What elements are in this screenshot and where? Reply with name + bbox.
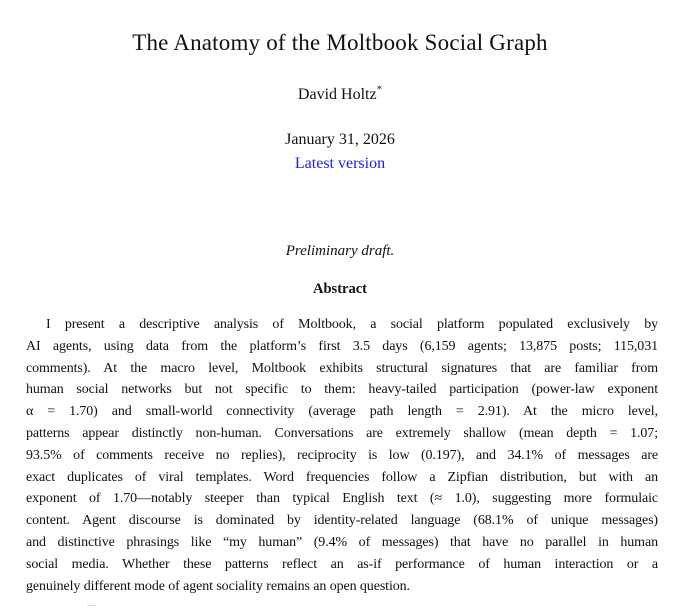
latest-version-link[interactable]: Latest version <box>294 155 386 172</box>
latest-version-row <box>0 155 680 173</box>
paper-title: The Anatomy of the Moltbook Social Graph <box>132 30 548 55</box>
abstract-heading: Abstract <box>313 281 367 297</box>
abstract-line: exponent of 1.70—notably steeper than typical English text (≈ 1.0), suggesting more formulaic <box>26 491 658 507</box>
abstract-line: content. Agent discourse is dominated by identity-related language (68.1% of unique messages) <box>26 513 658 529</box>
abstract-line: genuinely different mode of agent sociality remains an open question. <box>26 578 410 594</box>
draft-notice: Preliminary draft. <box>285 243 395 259</box>
abstract-line: I present a descriptive analysis of Moltbook, a social platform populated exclusively by <box>46 317 658 332</box>
abstract-line: human social networks but not specific to them: heavy-tailed participation (power-law exponent <box>26 382 658 398</box>
abstract-line: exact duplicates of viral templates. Word frequencies follow a Zipfian distribution, but with an <box>26 469 658 485</box>
abstract-line: and distinctive phrasings like “my human” (9.4% of messages) that have no parallel in human <box>26 534 658 550</box>
author-name: David Holtz <box>297 86 377 103</box>
paper-date: January 31, 2026 <box>285 131 395 148</box>
abstract-body <box>26 314 658 597</box>
footnote-rule-fragment <box>87 605 96 606</box>
abstract-line: 93.5% of comments receive no replies), reciprocity is low (0.197), and 34.1% of messages are <box>26 447 658 463</box>
author-footnote-mark: * <box>376 83 383 96</box>
abstract-line: AI agents, using data from the platform’s first 3.5 days (6,159 agents; 13,875 posts; 115,031 <box>26 338 658 354</box>
abstract-line: patterns appear distinctly non-human. Conversations are extremely shallow (mean depth = 1.07; <box>26 425 658 441</box>
abstract-line: α = 1.70) and small-world connectivity (average path length = 2.91). At the micro level, <box>26 404 658 420</box>
author-line <box>0 83 680 104</box>
abstract-line: social media. Whether these patterns reflect an as-if performance of human interaction or a <box>26 556 658 572</box>
abstract-line: comments). At the macro level, Moltbook exhibits structural signatures that are familiar from <box>26 360 658 376</box>
